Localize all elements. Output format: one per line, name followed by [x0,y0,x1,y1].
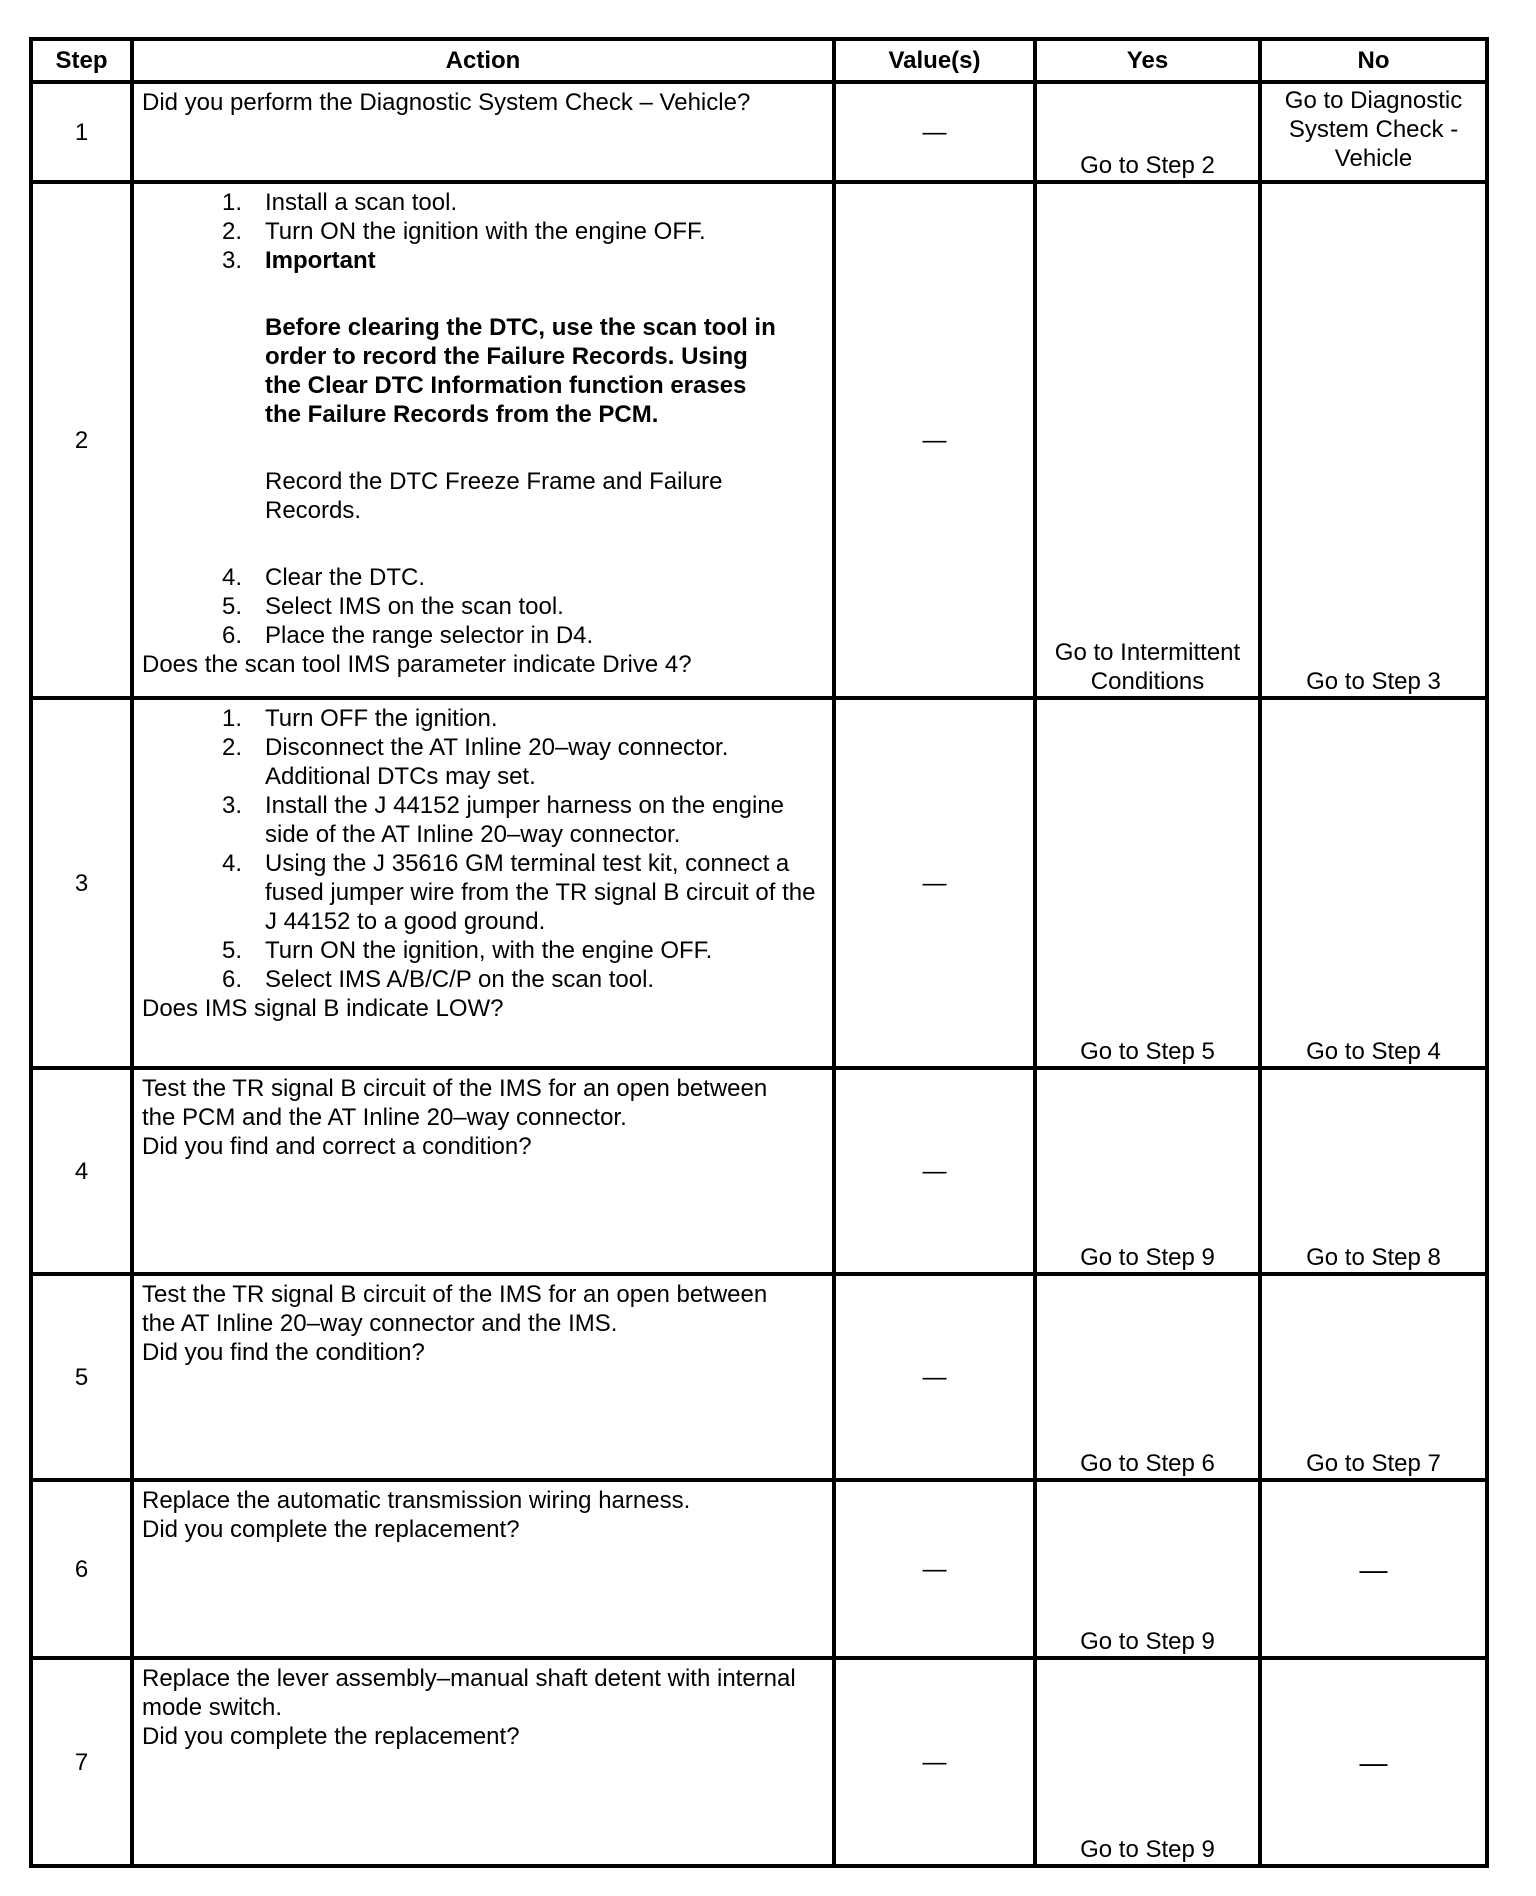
list-item: 1. Install a scan tool. [221,189,458,216]
header-values: Value(s) [834,39,1035,82]
question-text: Did you find and correct a condition? [142,1133,532,1160]
action-text: Test the TR signal B circuit of the IMS for an open between the AT Inline 20–way connector and the IMS. [142,1281,768,1337]
no-cell: Go to Step 8 [1260,1068,1487,1274]
no-cell: Go to Step 3 [1260,182,1487,698]
table-row [31,1274,1487,1480]
header-no: No [1260,39,1487,82]
question-text: Does the scan tool IMS parameter indicate Drive 4? [142,651,692,678]
table-row [31,182,1487,698]
action-cell [132,1480,834,1658]
list-item: 4. Using the J 35616 GM terminal test kit, connect a fused jumper wire from the TR signal B circuit of the J 44152 to a good ground. [221,850,816,935]
action-cell [132,698,834,1068]
step-number: 5 [31,1274,132,1480]
step-number: 7 [31,1658,132,1866]
value-cell: — [834,82,1035,182]
no-cell: — [1260,1480,1487,1658]
important-label: Important [265,247,376,274]
action-cell [132,1274,834,1480]
list-item: 4. Clear the DTC. [221,564,426,591]
question-text: Does IMS signal B indicate LOW? [142,995,504,1022]
step-number: 1 [31,82,132,182]
no-cell: Go to Step 4 [1260,698,1487,1068]
action-text: Replace the automatic transmission wiring harness. [142,1487,691,1514]
table-row [31,1658,1487,1866]
yes-cell: Go to Step 9 [1035,1480,1260,1658]
yes-cell: Go to Step 9 [1035,1068,1260,1274]
diagnostic-table [29,37,1489,1868]
instruction-list [142,704,824,994]
list-item: 6. Select IMS A/B/C/P on the scan tool. [221,966,655,993]
action-cell [132,1658,834,1866]
action-text: Did you perform the Diagnostic System Check – Vehicle? [142,89,751,116]
action-cell [132,182,834,698]
action-text: Test the TR signal B circuit of the IMS for an open between the PCM and the AT Inline 20–way connector. [142,1075,768,1131]
no-cell: Go to Step 7 [1260,1274,1487,1480]
step-number: 3 [31,698,132,1068]
list-item: 5. Turn ON the ignition, with the engine OFF. [221,937,713,964]
yes-text: Go to Intermittent Conditions [1054,639,1241,695]
action-cell [132,82,834,182]
table-row [31,82,1487,182]
record-note: Record the DTC Freeze Frame and Failure Records. [265,468,723,524]
action-cell [132,1068,834,1274]
important-note: Before clearing the DTC, use the scan tool in order to record the Failure Records. Using the Clear DTC Information function erases the Failure Records from the PCM. [265,314,776,428]
list-item: 5. Select IMS on the scan tool. [221,593,564,620]
value-cell: — [834,1658,1035,1866]
question-text: Did you complete the replacement? [142,1723,520,1750]
list-item: 1. Turn OFF the ignition. [221,705,498,732]
yes-cell [1035,182,1260,698]
step-number: 6 [31,1480,132,1658]
list-item: 3. Install the J 44152 jumper harness on the engine side of the AT Inline 20–way connector. [221,792,785,848]
step-number: 2 [31,182,132,698]
header-step: Step [31,39,132,82]
yes-cell: Go to Step 5 [1035,698,1260,1068]
question-text: Did you complete the replacement? [142,1516,520,1543]
value-cell: — [834,1274,1035,1480]
list-item: 6. Place the range selector in D4. [221,622,594,649]
no-cell [1260,82,1487,182]
table-row [31,1480,1487,1658]
instruction-list [142,563,824,650]
header-yes: Yes [1035,39,1260,82]
list-item: 3. Important [142,246,824,275]
list-item: 2. Turn ON the ignition with the engine OFF. [221,218,706,245]
value-cell: — [834,182,1035,698]
yes-cell: Go to Step 2 [1035,82,1260,182]
table-row [31,698,1487,1068]
question-text: Did you find the condition? [142,1339,425,1366]
table-row [31,1068,1487,1274]
no-cell: — [1260,1658,1487,1866]
list-item: 2. Disconnect the AT Inline 20–way connector. Additional DTCs may set. [221,734,729,790]
step-number: 4 [31,1068,132,1274]
value-cell: — [834,1068,1035,1274]
yes-cell: Go to Step 6 [1035,1274,1260,1480]
value-cell: — [834,1480,1035,1658]
yes-cell: Go to Step 9 [1035,1658,1260,1866]
value-cell: — [834,698,1035,1068]
header-action: Action [132,39,834,82]
action-text: Replace the lever assembly–manual shaft detent with internal mode switch. [142,1665,796,1721]
no-text: Go to Diagnostic System Check - Vehicle [1284,87,1463,172]
instruction-list [142,188,824,275]
header-row [31,39,1487,82]
